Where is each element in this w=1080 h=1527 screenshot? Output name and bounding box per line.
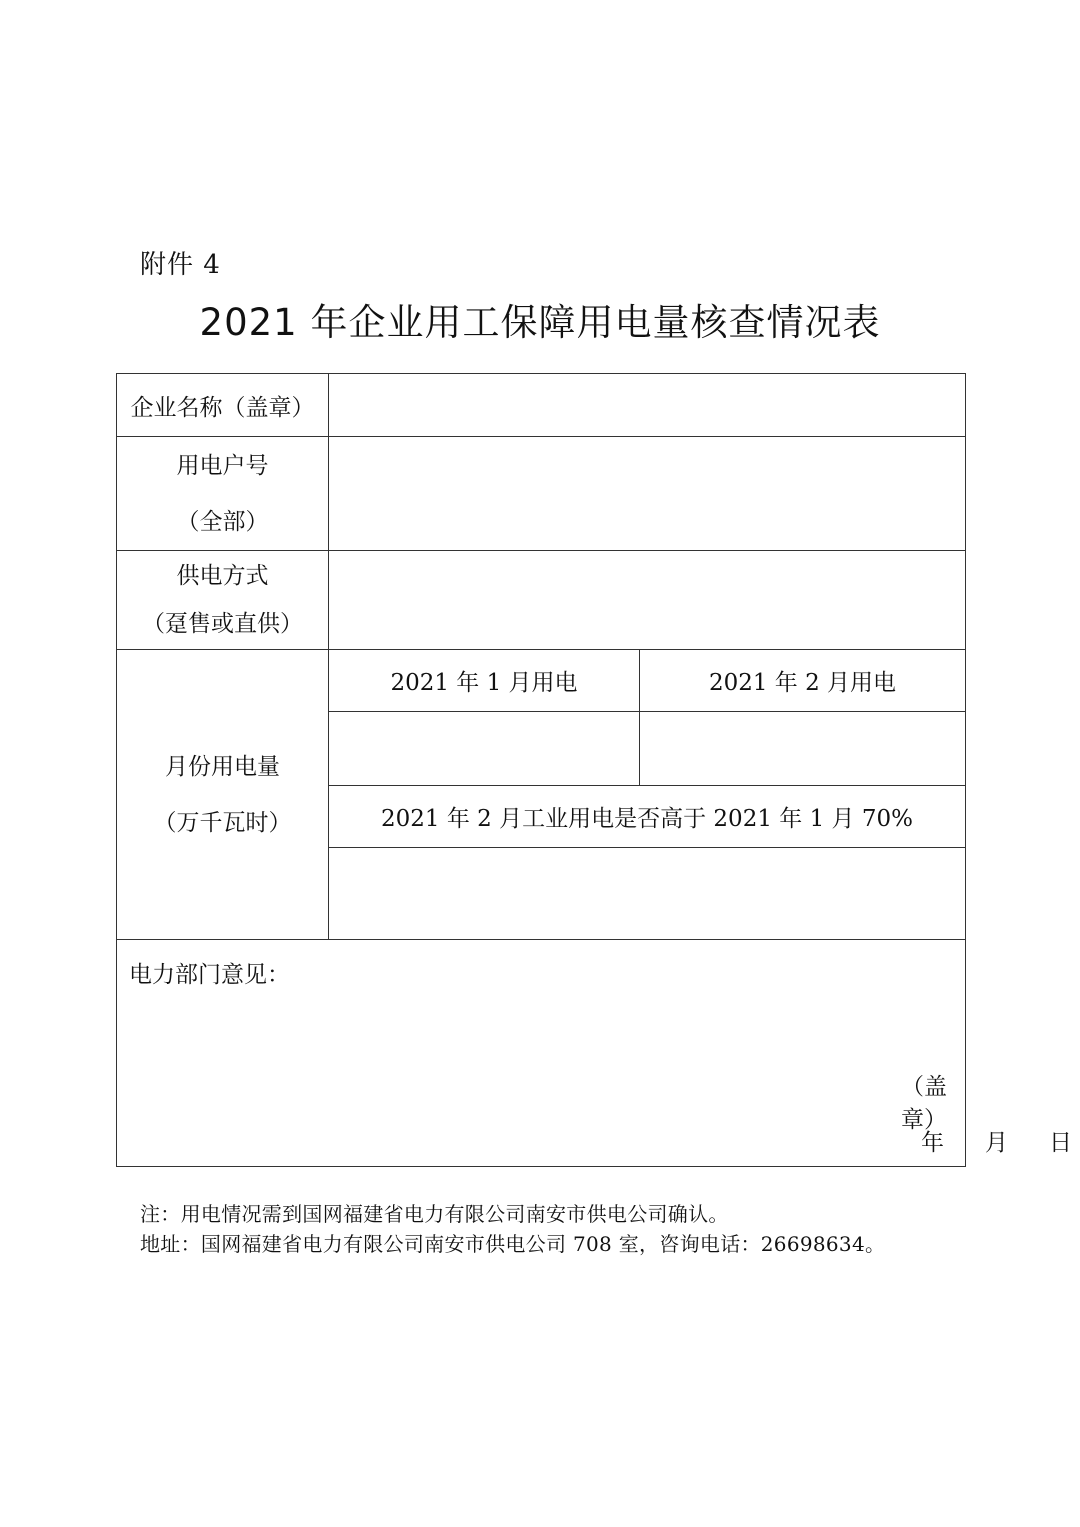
account-number-field[interactable] — [329, 437, 966, 551]
monthly-usage-label — [117, 650, 329, 940]
seal-label: （盖章） — [901, 1074, 947, 1133]
date-year: 年 — [921, 1130, 944, 1156]
page-title: 2021 年企业用工保障用电量核查情况表 — [199, 301, 881, 344]
feb-usage-field[interactable] — [640, 712, 966, 786]
comparison-field[interactable] — [329, 848, 966, 940]
monthly-usage-label-line2: （万千瓦时） — [153, 809, 292, 836]
supply-method-label-line1: 供电方式 — [176, 563, 269, 589]
power-dept-opinion-label: 电力部门意见： — [129, 962, 290, 988]
supply-method-label-line2: （趸售或直供） — [142, 611, 303, 637]
row-account-number — [117, 437, 966, 551]
feb-usage-header: 2021 年 2 月用电 — [640, 650, 966, 712]
account-number-label — [117, 437, 329, 551]
company-name-field[interactable] — [329, 374, 966, 437]
jan-usage-field[interactable] — [329, 712, 640, 786]
account-number-label-line2: （全部） — [176, 508, 269, 535]
verification-form-table — [116, 373, 1072, 1167]
note-address: 地址：国网福建省电力有限公司南安市供电公司 708 室，咨询电话：26698634。 — [140, 1232, 886, 1256]
note-confirmation: 注：用电情况需到国网福建省电力有限公司南安市供电公司确认。 — [140, 1202, 729, 1226]
date-month: 月 — [985, 1130, 1008, 1156]
row-power-dept-opinion — [117, 940, 966, 1167]
power-dept-opinion-field[interactable] — [117, 940, 1072, 1167]
supply-method-field[interactable] — [329, 551, 966, 650]
row-company-name — [117, 374, 966, 437]
company-name-label: 企业名称（盖章） — [117, 374, 329, 437]
date-day: 日 — [1049, 1130, 1072, 1156]
attachment-label: 附件 4 — [140, 250, 221, 280]
comparison-header: 2021 年 2 月工业用电是否高于 2021 年 1 月 70% — [329, 786, 966, 848]
supply-method-label — [117, 551, 329, 650]
monthly-usage-label-line1: 月份用电量 — [165, 753, 280, 780]
jan-usage-header: 2021 年 1 月用电 — [329, 650, 640, 712]
account-number-label-line1: 用电户号 — [176, 452, 269, 479]
row-supply-method — [117, 551, 966, 650]
row-month-headers — [117, 650, 966, 712]
